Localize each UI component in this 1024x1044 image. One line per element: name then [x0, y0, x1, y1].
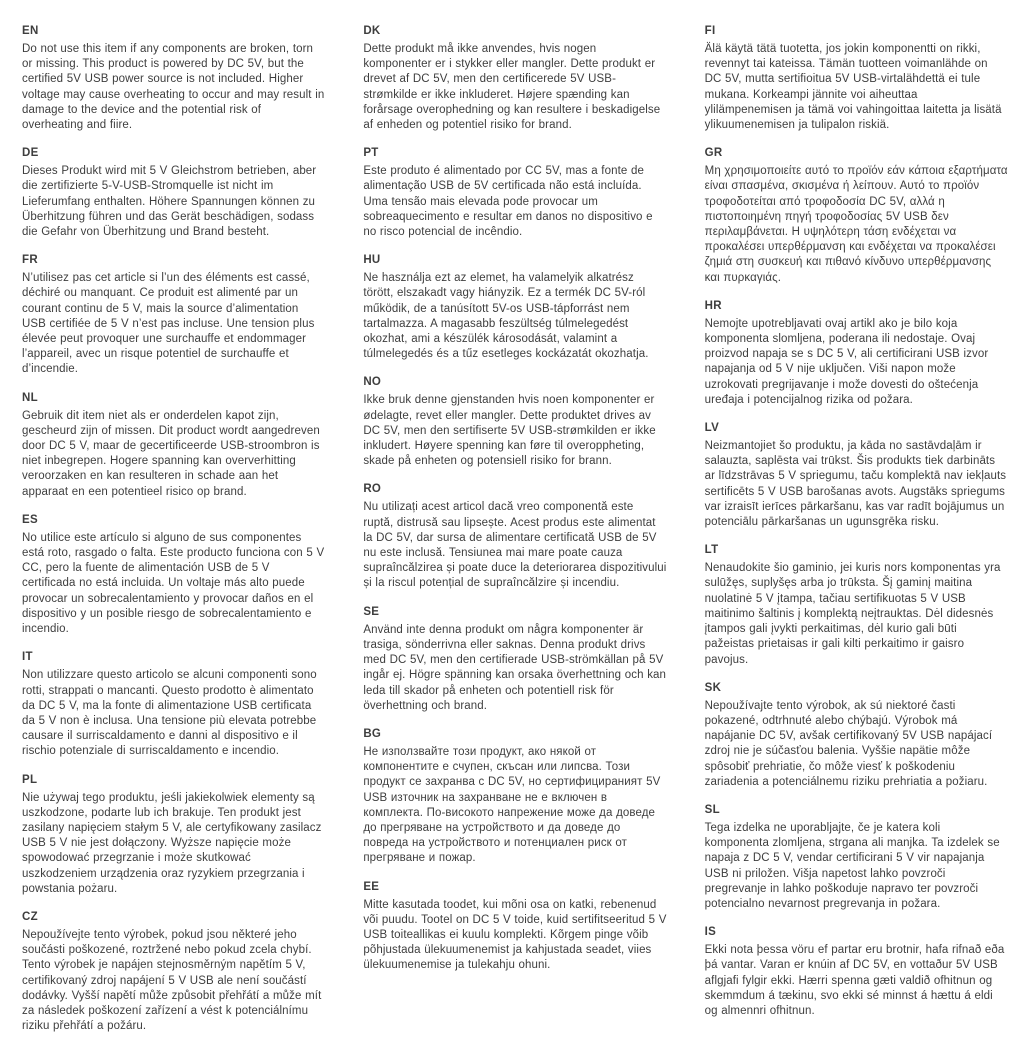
column-1: [22, 24, 325, 1034]
lang-section-es: [22, 514, 325, 637]
lang-section-hu: [363, 254, 666, 362]
lang-text-it: Non utilizzare questo articolo se alcuni componenti sono rotti, strappati o mancanti. Questo prodotto è alimentato da DC 5 V, ma la fonte di alimentazione USB certificata da 5 V non è inclusa. Una tensione più elevata potrebbe causare il surriscaldamento e danni al dispositivo e il rischio potenziale di surriscaldamento e incendio.: [22, 669, 317, 758]
lang-section-dk: [363, 25, 666, 133]
lang-code-bg: BG: [363, 727, 382, 740]
lang-text-is: Ekki nota þessa vöru ef partar eru brotnir, hafa rifnað eða þá vantar. Varan er knúin af DC 5V, en vottaður 5V USB aflgjafi fylgir ekki. Hærri spenna gæti valdið ofhitnun og skemmdum á tækinu, svo ekki sé minnst á hættu á eldi og almennri ofhitnun.: [704, 944, 1005, 1017]
lang-section-ee: [363, 881, 666, 974]
lang-text-nl: Gebruik dit item niet als er onderdelen kapot zijn, gescheurd zijn of missen. Dit product wordt aangedreven door DC 5 V, maar de gecertificeerde USB-stroombron is niet inbegrepen. Hogere spanning kan oververhitting veroorzaken en kan resulteren in schade aan het apparaat en een potentieel risico op brand.: [22, 409, 320, 498]
lang-text-hr: Nemojte upotrebljavati ovaj artikl ako je bilo koja komponenta slomljena, poderana ili nedostaje. Ovaj proizvod napaja se s DC 5 V, ali certificirani USB izvor napajanja od 5 V nije uključen. Viši napon može uzrokovati pregrijavanje i može dovesti do oštećenja uređaja i potencijalnog rizika od požara.: [704, 317, 989, 406]
lang-code-hr: HR: [704, 299, 722, 312]
lang-section-lv: [705, 422, 1008, 530]
lang-text-no: Ikke bruk denne gjenstanden hvis noen komponenter er ødelagte, revet eller mangler. Dette produktet drives av DC 5V, men den sertifiserte 5V USB-strømkilden er ikke inkludert. Høyere spenning kan føre til overoppheting, skade på enheten og potensiell risiko for brann.: [363, 394, 656, 468]
lang-text-lv: Neizmantojiet šo produktu, ja kāda no sastāvdaļām ir salauzta, saplēsta vai trūkst. Šis produkts tiek darbināts ar līdzstrāvas 5 V spriegumu, taču komplektā nav iekļauts sertificēts 5 V USB barošanas avots. Augstāks spriegums var izraisīt ierīces pārkaršanu, kas var radīt bojājumus un potenciālu pārkaršanas un ugunsgrēka risku.: [704, 440, 1007, 529]
lang-text-fi: Älä käytä tätä tuotetta, jos jokin komponentti on rikki, revennyt tai kateissa. Tämän tuotteen voimanlähde on DC 5V, mutta sertifioitua 5V USB-virtalähdettä ei tule mukana. Korkeampi jännite voi aiheuttaa ylilämpenemisen ja tämä voi vahingoittaa laitetta ja lisätä ylikuumenemisen ja tulipalon riskiä.: [704, 43, 1002, 132]
lang-text-fr: N’utilisez pas cet article si l’un des éléments est cassé, déchiré ou manquant. Ce produit est alimenté par un courant continu de 5 V, mais la source d’alimentation USB certifiée de 5 V n’est pas incluse. Une tension plus élevée peut provoquer une surchauffe et endommager l’appareil, avec un risque potentiel de surchauffe et d’incendie.: [22, 272, 315, 376]
lang-text-se: Använd inte denna produkt om några komponenter är trasiga, sönderrivna eller saknas. Denna produkt drivs med DC 5V, men den certifierade USB-strömkällan på 5V ingår ej. Högre spänning kan orsaka överhettning och kan leda till skador på enheten och potentiell risk för överhettning och brand.: [363, 623, 667, 712]
lang-section-sk: [705, 682, 1008, 790]
lang-code-it: IT: [22, 651, 33, 664]
lang-section-bg: [363, 728, 666, 867]
lang-code-sk: SK: [704, 681, 722, 694]
lang-section-en: [22, 25, 325, 133]
lang-code-pt: PT: [363, 147, 379, 160]
lang-section-ro: [363, 483, 666, 591]
lang-text-gr: Μη χρησιμοποιείτε αυτό το προϊόν εάν κάποια εξαρτήματα είναι σπασμένα, σκισμένα ή λείπουν. Αυτό το προϊόν τροφοδοτείται από τροφοδοσία DC 5V, αλλά η πιστοποιημένη πηγή τροφοδοσίας 5V USB δεν περιλαμβάνεται. Η υψηλότερη τάση ενδέχεται να προκαλέσει υπερθέρμανση και ενδέχεται να προκαλέσει ζημιά στη συσκευή και πιθανό κίνδυνο υπερθέρμανσης και πυρκαγιάς.: [704, 165, 1008, 284]
lang-section-gr: [705, 147, 1008, 286]
lang-code-nl: NL: [22, 391, 38, 404]
lang-text-bg: Не използвайте този продукт, ако някой от компонентите е счупен, скъсан или липсва. Този продукт се захранва с DC 5V, но сертифицираният 5V USB източник на захранване не е включен в комплекта. По-високото напрежение може да доведе до прегряване на устройството и да доведе до повреда на устройството и потенциален риск от прегряване и пожар.: [363, 745, 661, 865]
lang-text-dk: Dette produkt må ikke anvendes, hvis nogen komponenter er i stykker eller mangler. Dette produkt er drevet af DC 5V, men den certificerede 5V USB-strømkilde er ikke inkluderet. Højere spænding kan forårsage overophedning og kan resultere i beskadigelse af enheden og potentiel risiko for brand.: [363, 43, 661, 132]
column-2: [363, 24, 666, 1034]
lang-section-fi: [705, 25, 1008, 133]
lang-text-pt: Este produto é alimentado por CC 5V, mas a fonte de alimentação USB de 5V certificada não está incluída. Uma tensão mais elevada pode provocar um sobreaquecimento e resultar em danos no dispositivo e no risco potencial de incêndio.: [363, 165, 653, 239]
lang-text-ee: Mitte kasutada toodet, kui mõni osa on katki, rebenenud või puudu. Tootel on DC 5 V toide, kuid sertifitseeritud 5 V USB toiteallikas ei kuulu komplekti. Kõrgem pinge võib põhjustada ülekuumenemist ja kahjustada seadet, viies ülekuumenemise ja tulekahju ohuni.: [363, 898, 667, 972]
lang-code-no: NO: [363, 376, 382, 389]
lang-code-gr: GR: [704, 147, 723, 160]
lang-section-sl: [705, 804, 1008, 912]
lang-code-dk: DK: [363, 25, 381, 37]
lang-code-fi: FI: [704, 25, 716, 37]
lang-code-ee: EE: [363, 880, 380, 893]
lang-code-fr: FR: [22, 254, 38, 267]
lang-section-pl: [22, 774, 325, 897]
lang-text-sk: Nepoužívajte tento výrobok, ak sú niektoré časti pokazené, odtrhnuté alebo chýbajú. Výrobok má napájanie DC 5V, avšak certifikovaný 5V USB napájací zdroj nie je súčasťou balenia. Vyššie napätie môže spôsobiť prehriatie, čo môže viesť k poškodeniu zariadenia a potenciálnemu riziku prehriatia a požiaru.: [704, 699, 993, 788]
lang-text-es: No utilice este artículo si alguno de sus componentes está roto, rasgado o falta. Este producto funciona con 5 V CC, pero la fuente de alimentación USB de 5 V certificada no está incluida. Un voltaje más alto puede provocar un sobrecalentamiento y provocar daños en el dispositivo y un posible riesgo de sobrecalentamiento e incendio.: [22, 531, 325, 636]
lang-code-en: EN: [22, 25, 39, 37]
lang-code-lt: LT: [704, 544, 719, 557]
lang-section-no: [363, 376, 666, 469]
lang-section-de: [22, 147, 325, 240]
lang-text-ro: Nu utilizați acest articol dacă vreo componentă este ruptă, distrusă sau lipsește. Acest produs este alimentat la DC 5V, dar sursa de alimentare certificată USB de 5V nu este inclusă. Tensiunea mai mare poate cauza supraîncălzirea și poate duce la deteriorarea dispozitivului și la riscul potențial de supraîncălzire și incendiu.: [363, 501, 667, 590]
lang-code-cz: CZ: [22, 910, 38, 923]
lang-text-en: Do not use this item if any components are broken, torn or missing. This product is powered by DC 5V, but the certified 5V USB power source is not included. Higher voltage may cause overheating to occur and may result in damage to the device and the potential risk of overheating and fiire.: [22, 43, 325, 132]
lang-text-pl: Nie używaj tego produktu, jeśli jakiekolwiek elementy są uszkodzone, podarte lub ich brakuje. Ten produkt jest zasilany napięciem stałym 5 V, ale certyfikowany zasilacz USB 5 V nie jest dołączony. Wyższe napięcie może spowodować przegrzanie i może skutkować uszkodzeniem urządzenia oraz ryzykiem przegrzania i powstania pożaru.: [22, 791, 322, 895]
lang-text-hu: Ne használja ezt az elemet, ha valamelyik alkatrész törött, elszakadt vagy hiányzik. Ez a termék DC 5V-ról működik, de a tanúsított 5V-os USB-tápforrást nem tartalmazza. A magasabb feszültség túlmelegedést okozhat, ami a készülék károsodását, valamint a túlmelegedés és a tűz esetleges kockázatát okozhatja.: [363, 272, 649, 361]
lang-code-sl: SL: [704, 803, 720, 816]
lang-section-nl: [22, 392, 325, 500]
lang-text-cz: Nepoužívejte tento výrobek, pokud jsou některé jeho součásti poškozené, roztržené nebo pokud zcela chybí. Tento výrobek je napájen stejnosměrným napětím 5 V, certifikovaný zdroj napájení 5 V USB ale není součástí dodávky. Vyšší napětí může způsobit přehřátí a může mít za následek poškození zařízení a vést k potenciálnímu riziku přehřátí a požáru.: [22, 928, 322, 1033]
lang-code-hu: HU: [363, 254, 381, 267]
column-3: [705, 24, 1008, 1034]
lang-section-cz: [22, 911, 325, 1034]
lang-code-es: ES: [22, 513, 38, 526]
lang-code-ro: RO: [363, 483, 382, 496]
lang-section-se: [363, 606, 666, 714]
lang-section-it: [22, 651, 325, 759]
lang-code-se: SE: [363, 605, 380, 618]
lang-text-sl: Tega izdelka ne uporabljajte, če je katera koli komponenta zlomljena, strgana ali manjka. Ta izdelek se napaja z DC 5 V, vendar certificirani 5 V vir napajanja USB ni priložen. Višja napetost lahko povzroči pregrevanje in lahko poškoduje napravo ter povzroči potencialno nevarnost pregrevanja in požara.: [704, 821, 1000, 910]
lang-text-lt: Nenaudokite šio gaminio, jei kuris nors komponentas yra sulūžęs, suplyšęs arba jo trūksta. Šį gaminį maitina nuolatinė 5 V įtampa, tačiau sertifikuotas 5 V USB maitinimo šaltinis į komplektą neįtrauktas. Dėl didesnės įtampos gali įvykti perkaitimas, dėl kurio gali būti pažeistas prietaisas ir gali kilti perkaitimo ir gaisro pavojus.: [704, 562, 1001, 666]
lang-code-is: IS: [704, 926, 717, 939]
lang-code-de: DE: [22, 147, 39, 160]
lang-text-de: Dieses Produkt wird mit 5 V Gleichstrom betrieben, aber die zertifizierte 5-V-USB-Stromquelle ist nicht im Lieferumfang enthalten. Höhere Spannungen können zu Überhitzung führen und das Gerät beschädigen, sodass die Gefahr von Überhitzung und Brand besteht.: [22, 165, 317, 239]
lang-code-pl: PL: [22, 773, 38, 786]
lang-section-is: [705, 926, 1008, 1019]
lang-section-fr: [22, 254, 325, 377]
lang-section-lt: [705, 544, 1008, 667]
lang-section-pt: [363, 147, 666, 240]
lang-code-lv: LV: [704, 422, 720, 435]
lang-section-hr: [705, 300, 1008, 408]
